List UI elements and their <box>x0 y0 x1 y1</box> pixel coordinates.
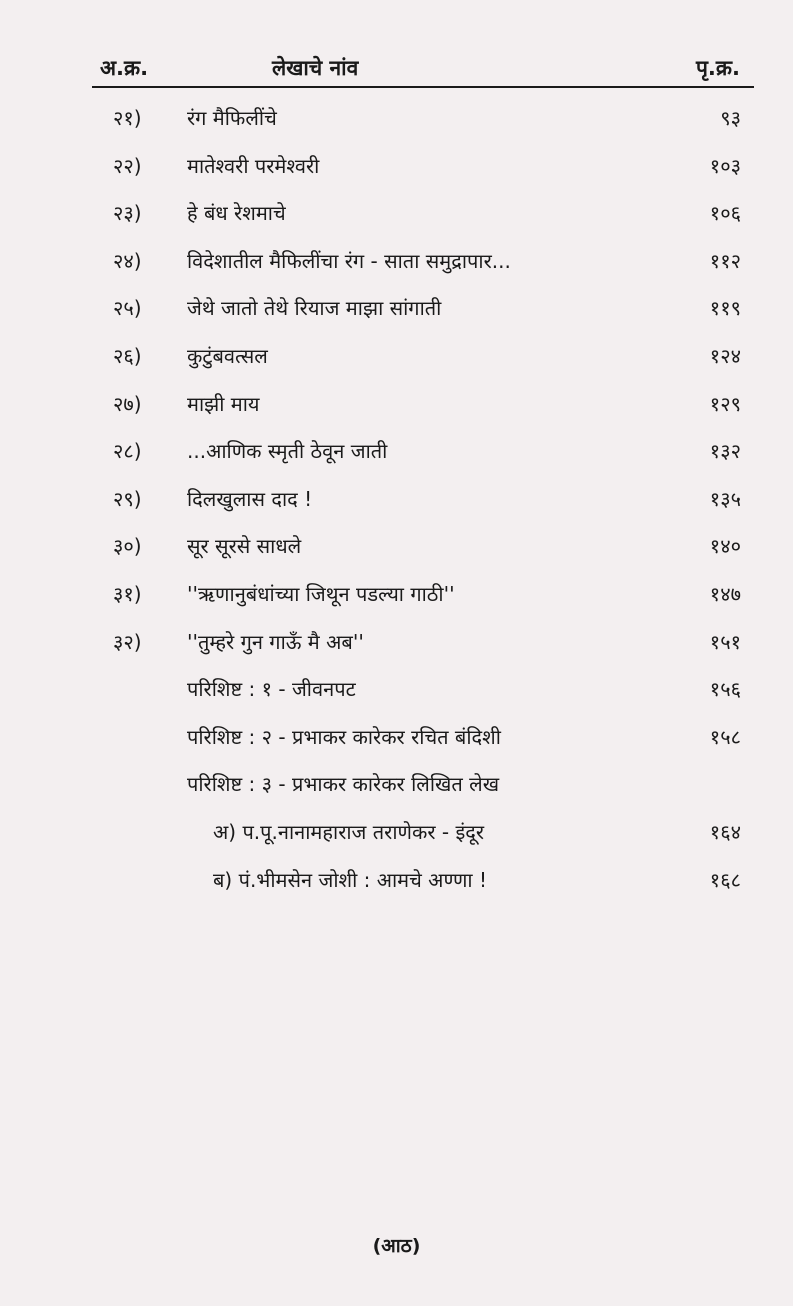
entry-title: माझी माय <box>187 391 260 416</box>
appendix-sub-entry <box>0 858 793 906</box>
header-page-label: पृ.क्र. <box>695 56 740 80</box>
entry-page: १२४ <box>709 343 741 368</box>
entry-number: २८) <box>113 439 142 464</box>
sub-entry-title: ब) पं.भीमसेन जोशी : आमचे अण्णा ! <box>213 867 487 892</box>
entry-page: १३२ <box>709 439 741 464</box>
toc-entry <box>0 382 793 430</box>
entry-page: ११९ <box>709 296 741 321</box>
appendix-entry <box>0 667 793 715</box>
entry-page: १५१ <box>709 629 741 654</box>
appendix-entry <box>0 762 793 810</box>
toc-entry <box>0 572 793 620</box>
toc-entry <box>0 334 793 382</box>
appendix-sub-entry <box>0 810 793 858</box>
toc-entry <box>0 286 793 334</box>
entry-number: २६) <box>113 343 142 368</box>
toc-entry <box>0 144 793 192</box>
entry-number: २४) <box>113 248 142 273</box>
toc-entry <box>0 477 793 525</box>
entry-title: परिशिष्ट : २ - प्रभाकर कारेकर रचित बंदिशी <box>187 724 501 749</box>
sub-entry-page: १६४ <box>709 819 741 844</box>
entry-title: विदेशातील मैफिलींचा रंग - साता समुद्रापार... <box>187 248 511 273</box>
sub-entry-page: १६८ <box>709 867 741 892</box>
entry-page: १५८ <box>709 724 741 749</box>
entry-number: २३) <box>113 201 142 226</box>
sub-entry-title: अ) प.पू.नानामहाराज तराणेकर - इंदूर <box>213 819 485 844</box>
header-number-label: अ.क्र. <box>100 56 149 80</box>
entry-page: ११२ <box>709 248 741 273</box>
entry-page: ९३ <box>720 106 741 130</box>
entry-number: ३०) <box>113 534 142 559</box>
entry-number: ३२) <box>113 629 142 654</box>
toc-entry <box>0 620 793 668</box>
entry-page: १३५ <box>709 486 741 511</box>
toc-header <box>92 50 754 88</box>
entry-title: ...आणिक स्मृती ठेवून जाती <box>187 439 388 464</box>
entry-title: परिशिष्ट : ३ - प्रभाकर कारेकर लिखित लेख <box>187 772 500 797</box>
entry-page: १५६ <box>709 677 741 702</box>
entry-title: सूर सूरसे साधले <box>187 534 302 559</box>
entry-page: १४० <box>709 534 741 559</box>
toc-entry <box>0 96 793 144</box>
toc-entry <box>0 524 793 572</box>
toc-entry <box>0 239 793 287</box>
entry-title: ''तुम्हरे गुन गाऊँ मै अब'' <box>187 629 364 654</box>
entry-title: जेथे जातो तेथे रियाज माझा सांगाती <box>187 296 442 321</box>
entry-title: रंग मैफिलींचे <box>187 106 277 130</box>
appendix-entry <box>0 715 793 763</box>
page-number-footer: (आठ) <box>372 1235 421 1257</box>
toc-entry <box>0 191 793 239</box>
toc-entries <box>0 96 793 905</box>
entry-title: दिलखुलास दाद ! <box>187 486 313 511</box>
entry-page: १२९ <box>709 391 741 416</box>
toc-entry <box>0 429 793 477</box>
entry-number: २१) <box>113 106 142 130</box>
header-title-label: लेखाचे नांव <box>272 56 359 80</box>
entry-title: परिशिष्ट : १ - जीवनपट <box>187 677 356 702</box>
entry-page: १४७ <box>709 581 741 606</box>
entry-title: ''ऋणानुबंधांच्या जिथून पडल्या गाठी'' <box>187 581 455 606</box>
entry-number: २९) <box>113 486 142 511</box>
entry-title: मातेश्वरी परमेश्वरी <box>187 153 320 178</box>
entry-number: ३१) <box>113 581 142 606</box>
entry-title: कुटुंबवत्सल <box>187 343 268 368</box>
entry-page: १०६ <box>709 201 741 226</box>
entry-number: २२) <box>113 153 142 178</box>
entry-title: हे बंध रेशमाचे <box>187 201 286 226</box>
entry-page: १०३ <box>709 153 741 178</box>
entry-number: २५) <box>113 296 142 321</box>
entry-number: २७) <box>113 391 142 416</box>
